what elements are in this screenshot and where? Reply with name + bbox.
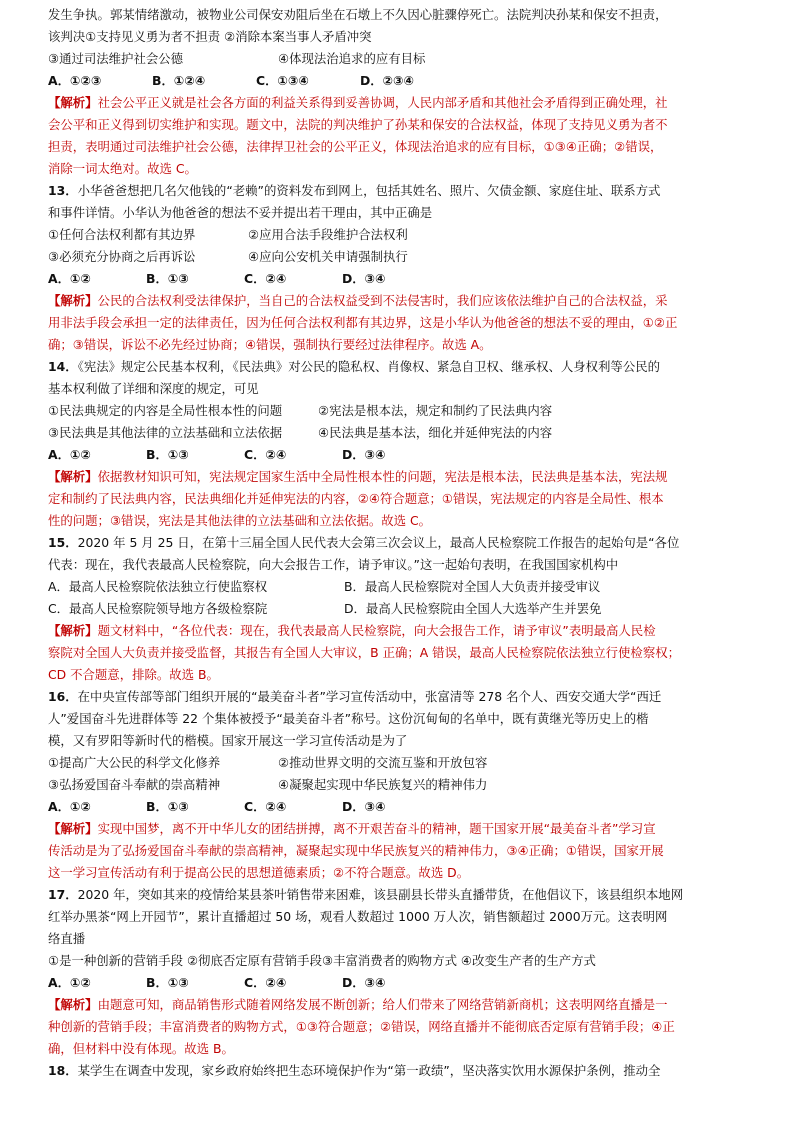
question-14-statements (48, 400, 758, 422)
analysis-label: 【解析】 (48, 821, 98, 836)
analysis-text: CD 不合题意，排除。故选 B。 (48, 667, 219, 682)
question-18-block (48, 1060, 758, 1082)
choice-b[interactable]: B．①③ (146, 447, 189, 462)
choice-d[interactable]: D．②③④ (360, 73, 415, 88)
question-14-analysis (48, 466, 758, 488)
analysis-text (48, 1016, 758, 1038)
question-16-block (48, 686, 758, 884)
question-17-stem-line: 络直播 (48, 931, 86, 946)
option-d[interactable]: D．最高人民检察院由全国人大选举产生并罢免 (344, 601, 602, 616)
question-13-stem (48, 180, 758, 202)
choice-a[interactable]: A．①② (48, 447, 91, 462)
question-16-statements (48, 752, 758, 774)
question-13-choices (48, 268, 758, 290)
statement-4: ④应向公安机关申请强制执行 (248, 249, 408, 264)
choice-d[interactable]: D．③④ (342, 799, 386, 814)
question-17-analysis (48, 994, 758, 1016)
option-c[interactable]: C．最高人民检察院领导地方各级检察院 (48, 601, 268, 616)
analysis-answer-part: ①③符合题意；②错误，网络直播并不能彻底否定原有营销手段；④正 (295, 1019, 675, 1034)
question-14-choices (48, 444, 758, 466)
statement-4: ④凝聚起实现中华民族复兴的精神伟力 (278, 777, 488, 792)
choice-c[interactable]: C．①③④ (256, 73, 309, 88)
question-16-statements (48, 774, 758, 796)
question-12-stem-line: 该判决①支持见义勇为者不担责 ②消除本案当事人矛盾冲突 (48, 29, 372, 44)
statement-1: ①任何合法权利都有其边界 (48, 227, 196, 242)
analysis-text-part: 定和制约了民法典内容，民法典细化并延伸宪法的内容， (48, 491, 358, 506)
analysis-label: 【解析】 (48, 469, 98, 484)
statement-1: ①提高广大公民的科学文化修养 (48, 755, 221, 770)
question-12-block (48, 4, 758, 180)
analysis-text: 察院对全国人大负责并接受监督，其报告有全国人大审议，B 正确；A 错误，最高人民检察院依法独立行使检察权； (48, 645, 680, 660)
question-16-stem (48, 686, 758, 708)
question-15-stem-line: 代表：现在，我代表最高人民检察院，向大会报告工作，请予审议。”这一起始句表明，在我国国家机构中 (48, 557, 619, 572)
analysis-text: 公民的合法权利受法律保护，当自己的合法权益受到不法侵害时，我们应该依法维护自己的合法权益，采 (97, 293, 668, 308)
analysis-label: 【解析】 (48, 997, 98, 1012)
statement-3: ③通过司法维护社会公德 (48, 51, 184, 66)
analysis-text (48, 136, 758, 158)
question-number: 15． (48, 535, 78, 550)
stem-text: 2020 年 5 月 25 日，在第十三届全国人民代表大会第三次会议上，最高人民检察院工作报告的起始句是“各位 (77, 535, 680, 550)
analysis-text-part: 种创新的营销手段；丰富消费者的购物方式， (48, 1019, 296, 1034)
analysis-text: 确；③错误，诉讼不必先经过协商；④错误，强制执行要经过法律程序。故选 A。 (48, 337, 492, 352)
choice-a[interactable]: A．①② (48, 271, 91, 286)
question-15-options (48, 598, 758, 620)
analysis-label: 【解析】 (48, 623, 98, 638)
analysis-text: 由题意可知，商品销售形式随着网络发展不断创新；给人们带来了网络营销新商机；这表明网络直播是一 (97, 997, 668, 1012)
question-number: 18． (48, 1063, 78, 1078)
question-14-stem (48, 356, 758, 378)
choice-b[interactable]: B．①③ (146, 799, 189, 814)
analysis-text: 用非法手段会承担一定的法律责任，因为任何合法权利都有其边界，这是小华认为他爸爸的想法不妥的理由，①②正 (48, 315, 678, 330)
statement-3: ③必须充分协商之后再诉讼 (48, 249, 196, 264)
analysis-text: 依据教材知识可知，宪法规定国家生活中全局性根本性的问题，宪法是根本法，民法典是基本法，宪法规 (97, 469, 668, 484)
question-17-choices (48, 972, 758, 994)
question-15-stem (48, 532, 758, 554)
analysis-text: 社会公平正义就是社会各方面的利益关系得到妥善协调，人民内部矛盾和其他社会矛盾得到正确处理，社 (97, 95, 668, 110)
option-a[interactable]: A．最高人民检察院依法独立行使监察权 (48, 579, 268, 594)
analysis-text: 消除一词太绝对。故选 C。 (48, 161, 197, 176)
choice-c[interactable]: C．②④ (244, 799, 287, 814)
stem-text: 《宪法》规定公民基本权利，《民法典》对公民的隐私权、肖像权、紧急自卫权、继承权、人身权利等公民的 (77, 359, 660, 374)
question-12-stem-line: 发生争执。郭某情绪激动，被物业公司保安劝阻后坐在石墩上不久因心脏骤停死亡。法院判决孙某和保安不担责， (48, 7, 668, 22)
choice-a[interactable]: A．①② (48, 975, 91, 990)
analysis-label: 【解析】 (48, 293, 98, 308)
question-14-stem-line: 基本权利做了详细和深度的规定，可见 (48, 381, 259, 396)
stem-text: 2020 年，突如其来的疫情给某县茶叶销售带来困难，该县副县长带头直播带货，在他倡议下，该县组织本地网 (77, 887, 684, 902)
stem-text: 在中央宣传部等部门组织开展的“最美奋斗者”学习宣传活动中，张富清等 278 名个人、西安交通大学“西迁 (77, 689, 662, 704)
question-13-statements (48, 224, 758, 246)
option-b[interactable]: B．最高人民检察院对全国人大负责并接受审议 (344, 579, 601, 594)
question-15-options (48, 576, 758, 598)
analysis-text: 题文材料中，“各位代表：现在，我代表最高人民检察院，向大会报告工作，请予审议”表明最高人民检 (97, 623, 656, 638)
choice-c[interactable]: C．②④ (244, 975, 287, 990)
analysis-text-part: 担责，表明通过司法维护社会公德，法律捍卫社会的公平正义，体现法治追求的应有目标， (48, 139, 544, 154)
analysis-answer-part: ②④符合题意；①错误，宪法规定的内容是全局性、根本 (357, 491, 664, 506)
question-16-stem-line: 模，又有罗阳等新时代的楷模。国家开展这一学习宣传活动是为了 (48, 733, 408, 748)
question-17-stem (48, 884, 758, 906)
question-13-stem-line: 和事件详情。小华认为他爸爸的想法不妥并提出若干理由，其中正确是 (48, 205, 433, 220)
analysis-text (48, 488, 758, 510)
analysis-label: 【解析】 (48, 95, 98, 110)
question-12-analysis (48, 92, 758, 114)
statement-3: ③民法典是其他法律的立法基础和立法依据 (48, 425, 283, 440)
question-14-block (48, 356, 758, 532)
choice-b[interactable]: B．①③ (146, 271, 189, 286)
choice-b[interactable]: B．①③ (146, 975, 189, 990)
choice-c[interactable]: C．②④ (244, 271, 287, 286)
choice-d[interactable]: D．③④ (342, 447, 386, 462)
question-number: 14． (48, 359, 78, 374)
question-16-stem-line: 人”爱国奋斗先进群体等 22 个集体被授予“最美奋斗者”称号。这份沉甸甸的名单中，既有黄继光等历史上的楷 (48, 711, 649, 726)
question-17-block (48, 884, 758, 1060)
choice-a[interactable]: A．①②③ (48, 73, 102, 88)
question-12-statements (48, 48, 758, 70)
choice-c[interactable]: C．②④ (244, 447, 287, 462)
question-17-statements: ①是一种创新的营销手段 ②彻底否定原有营销手段③丰富消费者的购物方式 ④改变生产者的生产方式 (48, 953, 596, 968)
statement-2: ②应用合法手段维护合法权利 (248, 227, 408, 242)
question-13-analysis (48, 290, 758, 312)
stem-text: 某学生在调查中发现，家乡政府始终把生态环境保护作为“第一政绩”，坚决落实饮用水源保护条例，推动全 (77, 1063, 661, 1078)
question-number: 16． (48, 689, 78, 704)
analysis-text (48, 840, 758, 862)
statement-2: ②宪法是根本法，规定和制约了民法典内容 (318, 403, 553, 418)
question-16-analysis (48, 818, 758, 840)
analysis-text: 实现中国梦，离不开中华儿女的团结拼搏，离不开艰苦奋斗的精神，题干国家开展“最美奋斗者”学习宣 (97, 821, 656, 836)
question-15-analysis (48, 620, 758, 642)
choice-d[interactable]: D．③④ (342, 271, 386, 286)
statement-4: ④体现法治追求的应有目标 (278, 51, 426, 66)
choice-d[interactable]: D．③④ (342, 975, 386, 990)
analysis-answer-part: ③④正确；①错误，国家开展 (506, 843, 664, 858)
statement-4: ④民法典是基本法，细化并延伸宪法的内容 (318, 425, 553, 440)
question-18-stem (48, 1060, 758, 1082)
statement-3: ③弘扬爱国奋斗奉献的崇高精神 (48, 777, 221, 792)
question-17-stem-line: 红举办黑茶“网上开园节”，累计直播超过 50 场，观看人数超过 1000 万人次，销售额超过 2000万元。这表明网 (48, 909, 668, 924)
stem-text: 小华爸爸想把几名欠他钱的“老赖”的资料发布到网上，包括其姓名、照片、欠债金额、家庭住址、联系方式 (77, 183, 661, 198)
question-15-block (48, 532, 758, 686)
statement-1: ①民法典规定的内容是全局性根本性的问题 (48, 403, 283, 418)
question-16-choices (48, 796, 758, 818)
question-number: 17． (48, 887, 78, 902)
statement-2: ②推动世界文明的交流互鉴和开放包容 (278, 755, 488, 770)
analysis-text: 性的问题；③错误，宪法是其他法律的立法基础和立法依据。故选 C。 (48, 513, 432, 528)
question-14-statements (48, 422, 758, 444)
analysis-text-part: 传活动是为了弘扬爱国奋斗奉献的崇高精神，凝聚起实现中华民族复兴的精神伟力， (48, 843, 507, 858)
analysis-answer-part: ①③④正确；②错误， (543, 139, 663, 154)
analysis-text: 会公平和正义得到切实维护和实现。题文中，法院的判决维护了孙某和保安的合法权益，体现了支持见义勇为者不 (48, 117, 668, 132)
analysis-text: 这一学习宣传活动有利于提高公民的思想道德素质；②不符合题意。故选 D。 (48, 865, 470, 880)
question-number: 13． (48, 183, 78, 198)
question-13-statements (48, 246, 758, 268)
question-13-block (48, 180, 758, 356)
analysis-text: 确，但材料中没有体现。故选 B。 (48, 1041, 234, 1056)
choice-a[interactable]: A．①② (48, 799, 91, 814)
question-12-choices (48, 70, 758, 92)
choice-b[interactable]: B．①②④ (152, 73, 206, 88)
